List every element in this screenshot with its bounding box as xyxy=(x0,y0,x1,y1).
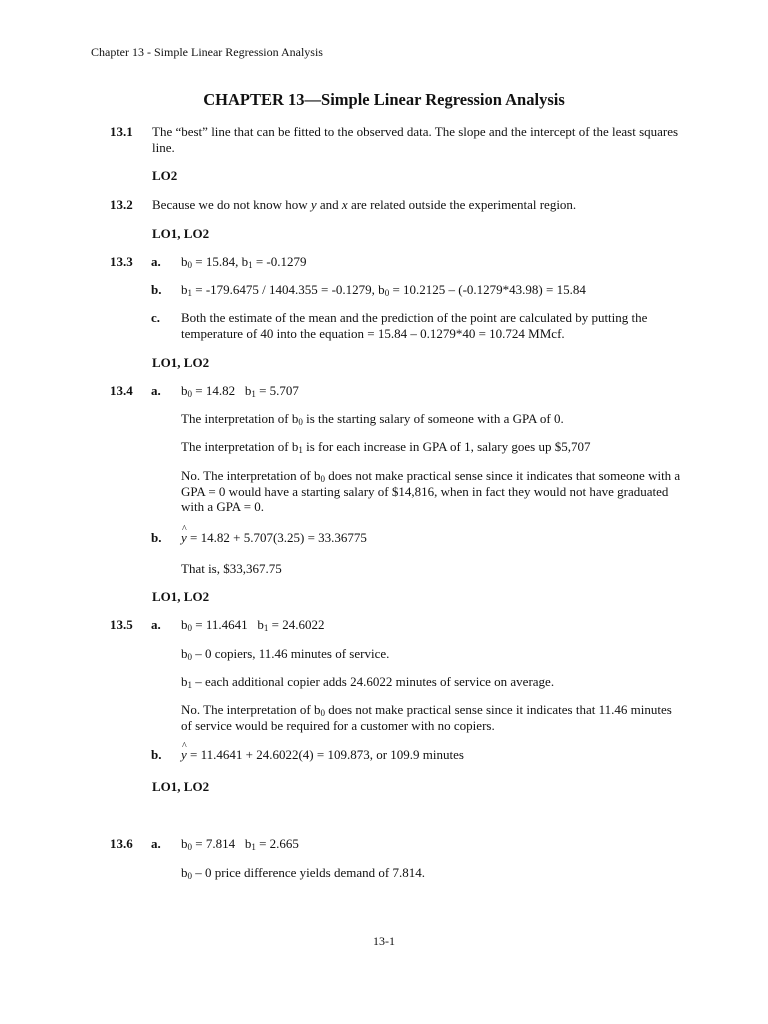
practical-sense-note: No. The interpretation of $b_0$ does not make practical sense since it indicates that someone with a GPA = 0 would have a starting salary of $14,816, when in fact they would not have graduated with a GPA = 0. xyxy=(181,468,681,514)
interpretation-b0: The interpretation of $b_0$ is the starting salary of someone with a GPA of 0. xyxy=(181,411,564,427)
part-label: a. xyxy=(151,617,161,632)
learning-objective-13-2: LO1, LO2 xyxy=(152,226,210,241)
learning-objective-13-3: LO1, LO2 xyxy=(152,355,210,370)
part-label: b. xyxy=(151,530,162,545)
problem-number-13-6: 13.6 xyxy=(110,836,133,851)
part-label: c. xyxy=(151,310,161,325)
part-label: b. xyxy=(151,747,162,762)
problem-number-13-4: 13.4 xyxy=(110,383,133,398)
part-label: b. xyxy=(151,282,162,297)
learning-objective-13-4: LO1, LO2 xyxy=(152,589,210,604)
interpretation-b0: $b_0 - 0$ copiers, 11.46 minutes of service. xyxy=(181,646,390,662)
answer-13-2: Because we do not know how y and x are related outside the experimental region. xyxy=(152,197,577,212)
part-label: a. xyxy=(151,254,161,269)
answer-13-3-b: $b_1 = -179.6475 / 1404.355 = -0.1279$, $b_0 = 10.2125 - (-0.1279*43.98) = 15.84$ xyxy=(181,282,586,298)
answer-13-5-b: ^ y = 11.4641 + 24.6022(4) = 109.873, or 109.9 minutes xyxy=(181,747,681,763)
answer-13-1: The “best” line that can be fitted to the observed data. The slope and the intercept of the least squares line. xyxy=(152,124,679,155)
problem-number-13-2: 13.2 xyxy=(110,197,133,212)
interpretation-b1: The interpretation of $b_1$ is for each increase in GPA of 1, salary goes up $5,707 xyxy=(181,439,591,455)
problem-number-13-5: 13.5 xyxy=(110,617,133,632)
problem-number-13-1: 13.1 xyxy=(110,124,133,139)
interpretation-b1: $b_1$ – each additional copier adds 24.6022 minutes of service on average. xyxy=(181,674,555,690)
answer-13-6-a: $b_0 = 7.814$ $b_1 = 2.665$ xyxy=(181,836,299,852)
interpretation-b0: $b_0 - 0$ price difference yields demand of 7.814. xyxy=(181,865,425,881)
learning-objective-13-5: LO1, LO2 xyxy=(152,779,210,794)
practical-sense-note: No. The interpretation of $b_0$ does not make practical sense since it indicates that 11.46 minutes of service would be required for a customer with no copiers. xyxy=(181,702,672,733)
running-header: Chapter 13 - Simple Linear Regression Analysis xyxy=(91,45,323,59)
problem-number-13-3: 13.3 xyxy=(110,254,133,269)
learning-objective-13-1: LO2 xyxy=(152,168,178,183)
page-number: 13-1 xyxy=(373,934,395,948)
chapter-title: CHAPTER 13—Simple Linear Regression Analysis xyxy=(203,90,565,109)
answer-13-3-c: Both the estimate of the mean and the prediction of the point are calculated by putting the temperature of 40 into the equation = 15.84 – 0.1279*40 = 10.724 MMcf. xyxy=(181,310,648,341)
answer-13-5-a: $b_0 = 11.4641$ $b_1 = 24.6022$ xyxy=(181,617,325,633)
answer-13-4-b: ^ y = 14.82 + 5.707(3.25) = 33.36775 xyxy=(181,530,681,546)
part-label: a. xyxy=(151,383,161,398)
part-label: a. xyxy=(151,836,161,851)
salary-result: That is, $33,367.75 xyxy=(181,561,282,576)
answer-13-3-a: $b_0 = 15.84$, $b_1 = -0.1279$ xyxy=(181,254,307,270)
answer-13-4-a: $b_0 = 14.82$ $b_1 = 5.707$ xyxy=(181,383,299,399)
